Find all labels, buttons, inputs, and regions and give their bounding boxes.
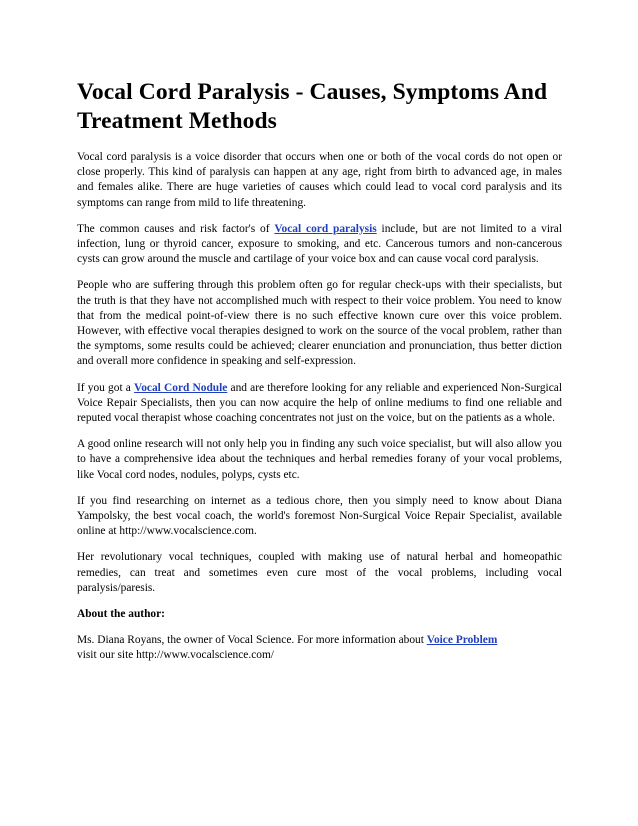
paragraph-nodule-text-2: and are therefore looking for any reliable and experienced Non-Surgical Voice Repair Specialists, then you can now acquire the help of online mediums to find one reliable and reputed vocal therapist whose coaching concentrates not just on the voice, but on the patients as a whole.	[77, 381, 562, 425]
paragraph-techniques: Her revolutionary vocal techniques, coupled with making use of natural herbal and homeopathic remedies, can treat and sometimes even cure most of the vocal problems, including vocal paralysis/paresis.	[77, 551, 562, 594]
paragraph-author-text-1: Ms. Diana Royans, the owner of Vocal Science. For more information about	[77, 634, 427, 647]
paragraph-yampolsky: If you find researching on internet as a tedious chore, then you simply need to know about Diana Yampolsky, the best vocal coach, the world's foremost Non-Surgical Voice Repair Specialist, available online at http://www.vocalscience.com.	[77, 494, 562, 538]
paragraph-author-text-2: visit our site http://www.vocalscience.com/	[77, 649, 274, 662]
voice-problem-link[interactable]: Voice Problem	[426, 634, 498, 647]
paragraph-nodule-text-1: If you got a	[77, 381, 135, 394]
paragraph-nodule	[77, 381, 562, 427]
paragraph-checkups: People who are suffering through this problem often go for regular check-ups with their specialists, but the truth is that they have not accomplished much with respect to their voice problem. You need to know that from the medical point-of-view there is no such effective known cure over this voice problem. However, with effective vocal therapies designed to work on the source of the vocal problem, rather than the symptoms, some results could be achieved; clearer enunciation and pronunciation, thus better diction and overall more confidence in speaking and self-expression.	[77, 279, 562, 368]
paragraph-research: A good online research will not only help you in finding any such voice specialist, but will also allow you to have a comprehensive idea about the techniques and herbal remedies forany of your vocal problems, like Vocal cord nodes, nodules, polyps, cysts etc.	[77, 438, 562, 481]
paragraph-causes-text-2: include, but are not limited to a viral infection, lung or thyroid cancer, exposure to smoking, and etc. Cancerous tumors and non-cancerous cysts can grow around the muscle and cartilage of your voice box and can cause vocal cord paralysis.	[77, 222, 563, 266]
paragraph-causes	[77, 222, 562, 268]
paragraph-author	[77, 633, 562, 663]
paragraph-intro: Vocal cord paralysis is a voice disorder that occurs when one or both of the vocal cords do not open or close properly. This kind of paralysis can happen at any age, right from birth to advanced age, in males and females alike. There are huge varieties of causes which could lead to vocal cord paralysis and its symptoms can range from mild to life threatening.	[77, 151, 562, 209]
about-author-heading-text: About the author:	[77, 608, 165, 621]
vocal-cord-nodule-link[interactable]: Vocal Cord Nodule	[134, 381, 228, 394]
about-author-heading	[77, 607, 562, 622]
vocal-cord-paralysis-link[interactable]: Vocal cord paralysis	[274, 222, 377, 235]
paragraph-causes-text-1: The common causes and risk factor's of	[77, 222, 275, 235]
article-title: Vocal Cord Paralysis - Causes, Symptoms And Treatment Methods	[77, 79, 548, 134]
document-page	[77, 78, 562, 675]
